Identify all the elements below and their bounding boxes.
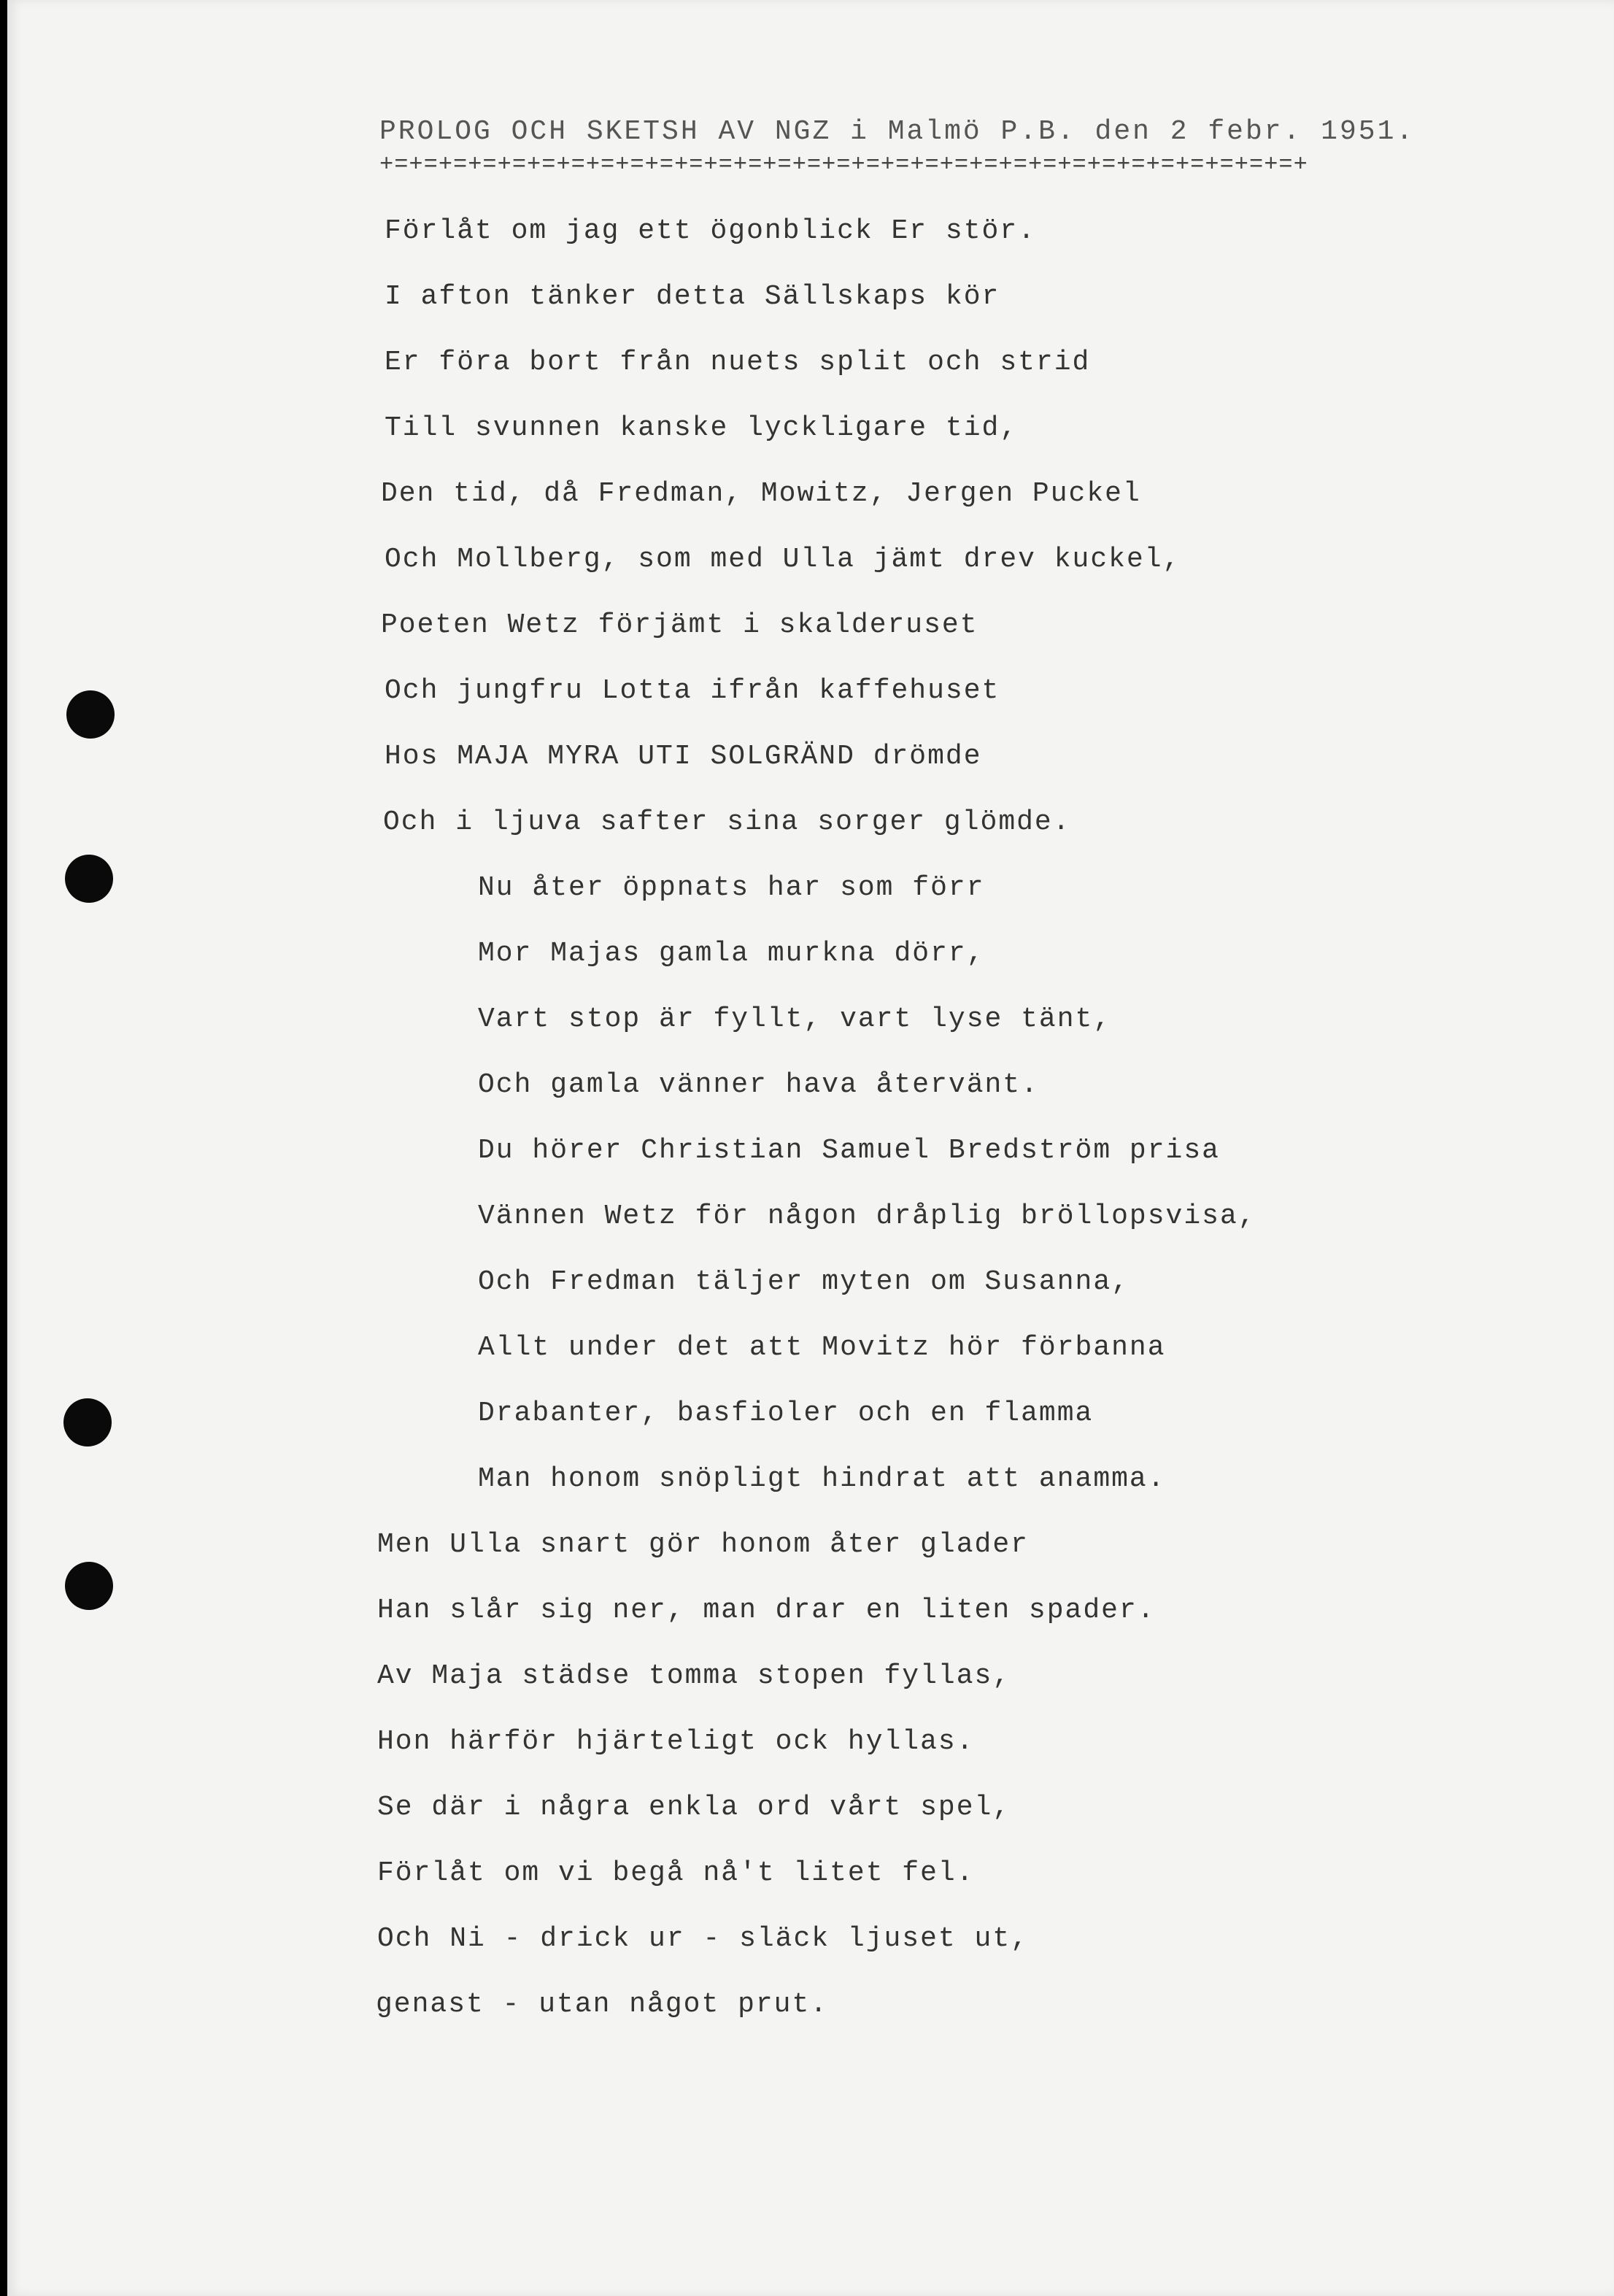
verse-line-indented: Vännen Wetz för någon dråplig bröllopsvisa, (478, 1201, 1256, 1232)
title-separator: +=+=+=+=+=+=+=+=+=+=+=+=+=+=+=+=+=+=+=+=+=+=+=+=+=+=+=+=+=+=+=+ (379, 151, 1308, 178)
verse-line: Han slår sig ner, man drar en liten spader. (377, 1595, 1156, 1626)
verse-line-indented: Man honom snöpligt hindrat att anamma. (478, 1463, 1166, 1495)
verse-line: Och jungfru Lotta ifrån kaffehuset (385, 675, 1000, 706)
verse-line: Förlåt om vi begå nå't litet fel. (377, 1857, 975, 1889)
verse-line-indented: Du hörer Christian Samuel Bredström prisa (478, 1135, 1220, 1166)
punch-hole (65, 855, 113, 903)
verse-line-indented: Nu åter öppnats har som förr (478, 872, 985, 904)
verse-line: genast - utan något prut. (376, 1989, 829, 2020)
verse-line: Hon härför hjärteligt ock hyllas. (377, 1726, 975, 1757)
punch-hole (63, 1398, 112, 1446)
verse-line: Den tid, då Fredman, Mowitz, Jergen Puckel (381, 478, 1141, 509)
verse-line-indented: Mor Majas gamla murkna dörr, (478, 938, 985, 969)
verse-line: I afton tänker detta Sällskaps kör (385, 281, 1000, 312)
verse-line-indented: Allt under det att Movitz hör förbanna (478, 1332, 1166, 1363)
verse-line-indented: Och Fredman täljer myten om Susanna, (478, 1266, 1130, 1298)
verse-line: Och Ni - drick ur - släck ljuset ut, (377, 1923, 1029, 1954)
verse-line-indented: Och gamla vänner hava återvänt. (478, 1069, 1039, 1101)
verse-line: Förlåt om jag ett ögonblick Er stör. (385, 215, 1036, 247)
verse-line: Och Mollberg, som med Ulla jämt drev kuckel, (385, 544, 1181, 575)
document-title: PROLOG OCH SKETSH AV NGZ i Malmö P.B. den 2 febr. 1951. (379, 116, 1416, 147)
verse-line-indented: Drabanter, basfioler och en flamma (478, 1398, 1094, 1429)
verse-line: Hos MAJA MYRA UTI SOLGRÄND drömde (385, 741, 982, 772)
punch-hole (65, 1562, 113, 1610)
verse-line: Poeten Wetz förjämt i skalderuset (381, 609, 978, 641)
verse-line-indented: Vart stop är fyllt, vart lyse tänt, (478, 1003, 1112, 1035)
punch-hole (66, 690, 115, 739)
verse-line: Av Maja städse tomma stopen fyllas, (377, 1660, 1011, 1692)
verse-line: Och i ljuva safter sina sorger glömde. (383, 806, 1071, 838)
verse-line: Er föra bort från nuets split och strid (385, 347, 1091, 378)
verse-line: Se där i några enkla ord vårt spel, (377, 1792, 1011, 1823)
verse-line: Till svunnen kanske lyckligare tid, (385, 412, 1019, 444)
verse-line: Men Ulla snart gör honom åter glader (377, 1529, 1029, 1560)
